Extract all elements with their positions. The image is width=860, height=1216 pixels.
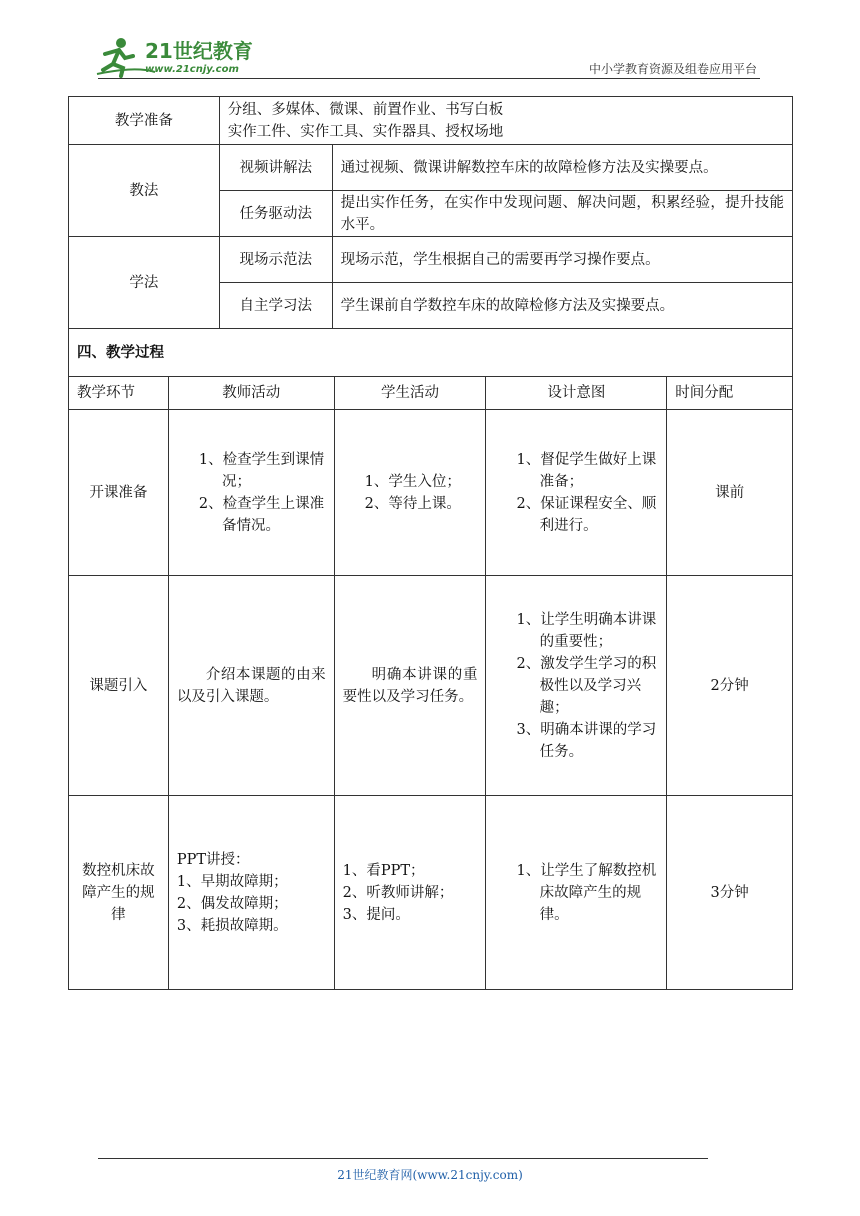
stage-cell: 数控机床故障产生的规律: [69, 796, 169, 990]
prep-label: 教学准备: [69, 97, 220, 145]
table-header-row: [69, 377, 793, 410]
learn-label: 学法: [69, 237, 220, 329]
section-title: 四、教学过程: [69, 329, 793, 377]
list-item: 2、激发学生学习的积极性以及学习兴趣；: [516, 655, 657, 716]
prep-content: [219, 97, 792, 145]
column-header: 时间分配: [667, 377, 793, 410]
method-name: 任务驱动法: [219, 191, 332, 237]
student-text: 明确本讲课的重要性以及学习任务。: [342, 666, 478, 705]
method-desc: 现场示范，学生根据自己的需要再学习操作要点。: [332, 237, 792, 283]
teach-label: 教法: [69, 145, 220, 237]
table-row: [69, 329, 793, 377]
logo-text: 21世纪教育: [145, 39, 253, 63]
student-activity: [334, 410, 486, 576]
table-row: [69, 145, 793, 191]
list-item: 1、检查学生到课情况；: [198, 451, 325, 490]
list-item: 1、督促学生做好上课准备；: [516, 451, 657, 490]
column-header: 设计意图: [486, 377, 667, 410]
footer-divider: [98, 1158, 708, 1159]
table-row: [69, 410, 793, 576]
student-activity: [334, 576, 486, 796]
list-item: 2、听教师讲解；: [342, 884, 454, 901]
prep-table: [68, 96, 793, 377]
method-name: 自主学习法: [219, 283, 332, 329]
list-item: 2、等待上课。: [364, 495, 461, 512]
teacher-activity: [168, 576, 334, 796]
platform-name: 中小学教育资源及组卷应用平台: [588, 62, 757, 76]
list-item: 3、耗损故障期。: [176, 917, 288, 934]
stage-cell: 开课准备: [69, 410, 169, 576]
table-row: [69, 97, 793, 145]
prep-line-2: 实作工件、实作工具、实作器具、授权场地: [227, 123, 504, 140]
footer-link[interactable]: 21世纪教育网(www.21cnjy.com): [337, 1168, 523, 1182]
design-intent: [486, 410, 667, 576]
time-cell: 2分钟: [667, 576, 793, 796]
site-logo[interactable]: [95, 36, 265, 78]
student-activity: [334, 796, 486, 990]
list-item: 1、早期故障期；: [176, 873, 288, 890]
method-desc: 通过视频、微课讲解数控车床的故障检修方法及实操要点。: [332, 145, 792, 191]
design-intent: [486, 796, 667, 990]
table-row: [69, 796, 793, 990]
prep-line-1: 分组、多媒体、微课、前置作业、书写白板: [227, 101, 504, 118]
list-item: 1、看PPT；: [342, 862, 425, 879]
page-header: [0, 0, 860, 80]
list-item: 2、检查学生上课准备情况。: [198, 495, 325, 534]
list-item: 3、明确本讲课的学习任务。: [516, 721, 657, 760]
method-name: 现场示范法: [219, 237, 332, 283]
method-desc: 提出实作任务，在实作中发现问题、解决问题，积累经验，提升技能水平。: [332, 191, 792, 237]
list-item: 1、让学生明确本讲课的重要性；: [516, 611, 657, 650]
column-header: 教学环节: [69, 377, 169, 410]
column-header: 学生活动: [334, 377, 486, 410]
method-name: 视频讲解法: [219, 145, 332, 191]
list-item: 2、保证课程安全、顺利进行。: [516, 495, 657, 534]
list-item: 3、提问。: [342, 906, 410, 923]
list-item: 1、让学生了解数控机床故障产生的规律。: [516, 862, 657, 923]
list-item: 1、学生入位；: [364, 473, 461, 490]
header-divider: [98, 78, 760, 79]
time-cell: 3分钟: [667, 796, 793, 990]
design-intent: [486, 576, 667, 796]
table-row: [69, 576, 793, 796]
runner-logo-icon: [95, 36, 265, 78]
list-item: 2、偶发故障期；: [176, 895, 288, 912]
column-header: 教师活动: [168, 377, 334, 410]
teacher-intro: PPT讲授：: [176, 851, 250, 868]
teacher-activity: [168, 410, 334, 576]
table-row: [69, 237, 793, 283]
teacher-text: 介绍本课题的由来以及引入课题。: [176, 666, 326, 705]
stage-cell: 课题引入: [69, 576, 169, 796]
process-table: [68, 376, 793, 990]
teacher-activity: [168, 796, 334, 990]
logo-sub: www.21cnjy.com: [145, 64, 239, 75]
time-cell: 课前: [667, 410, 793, 576]
method-desc: 学生课前自学数控车床的故障检修方法及实操要点。: [332, 283, 792, 329]
